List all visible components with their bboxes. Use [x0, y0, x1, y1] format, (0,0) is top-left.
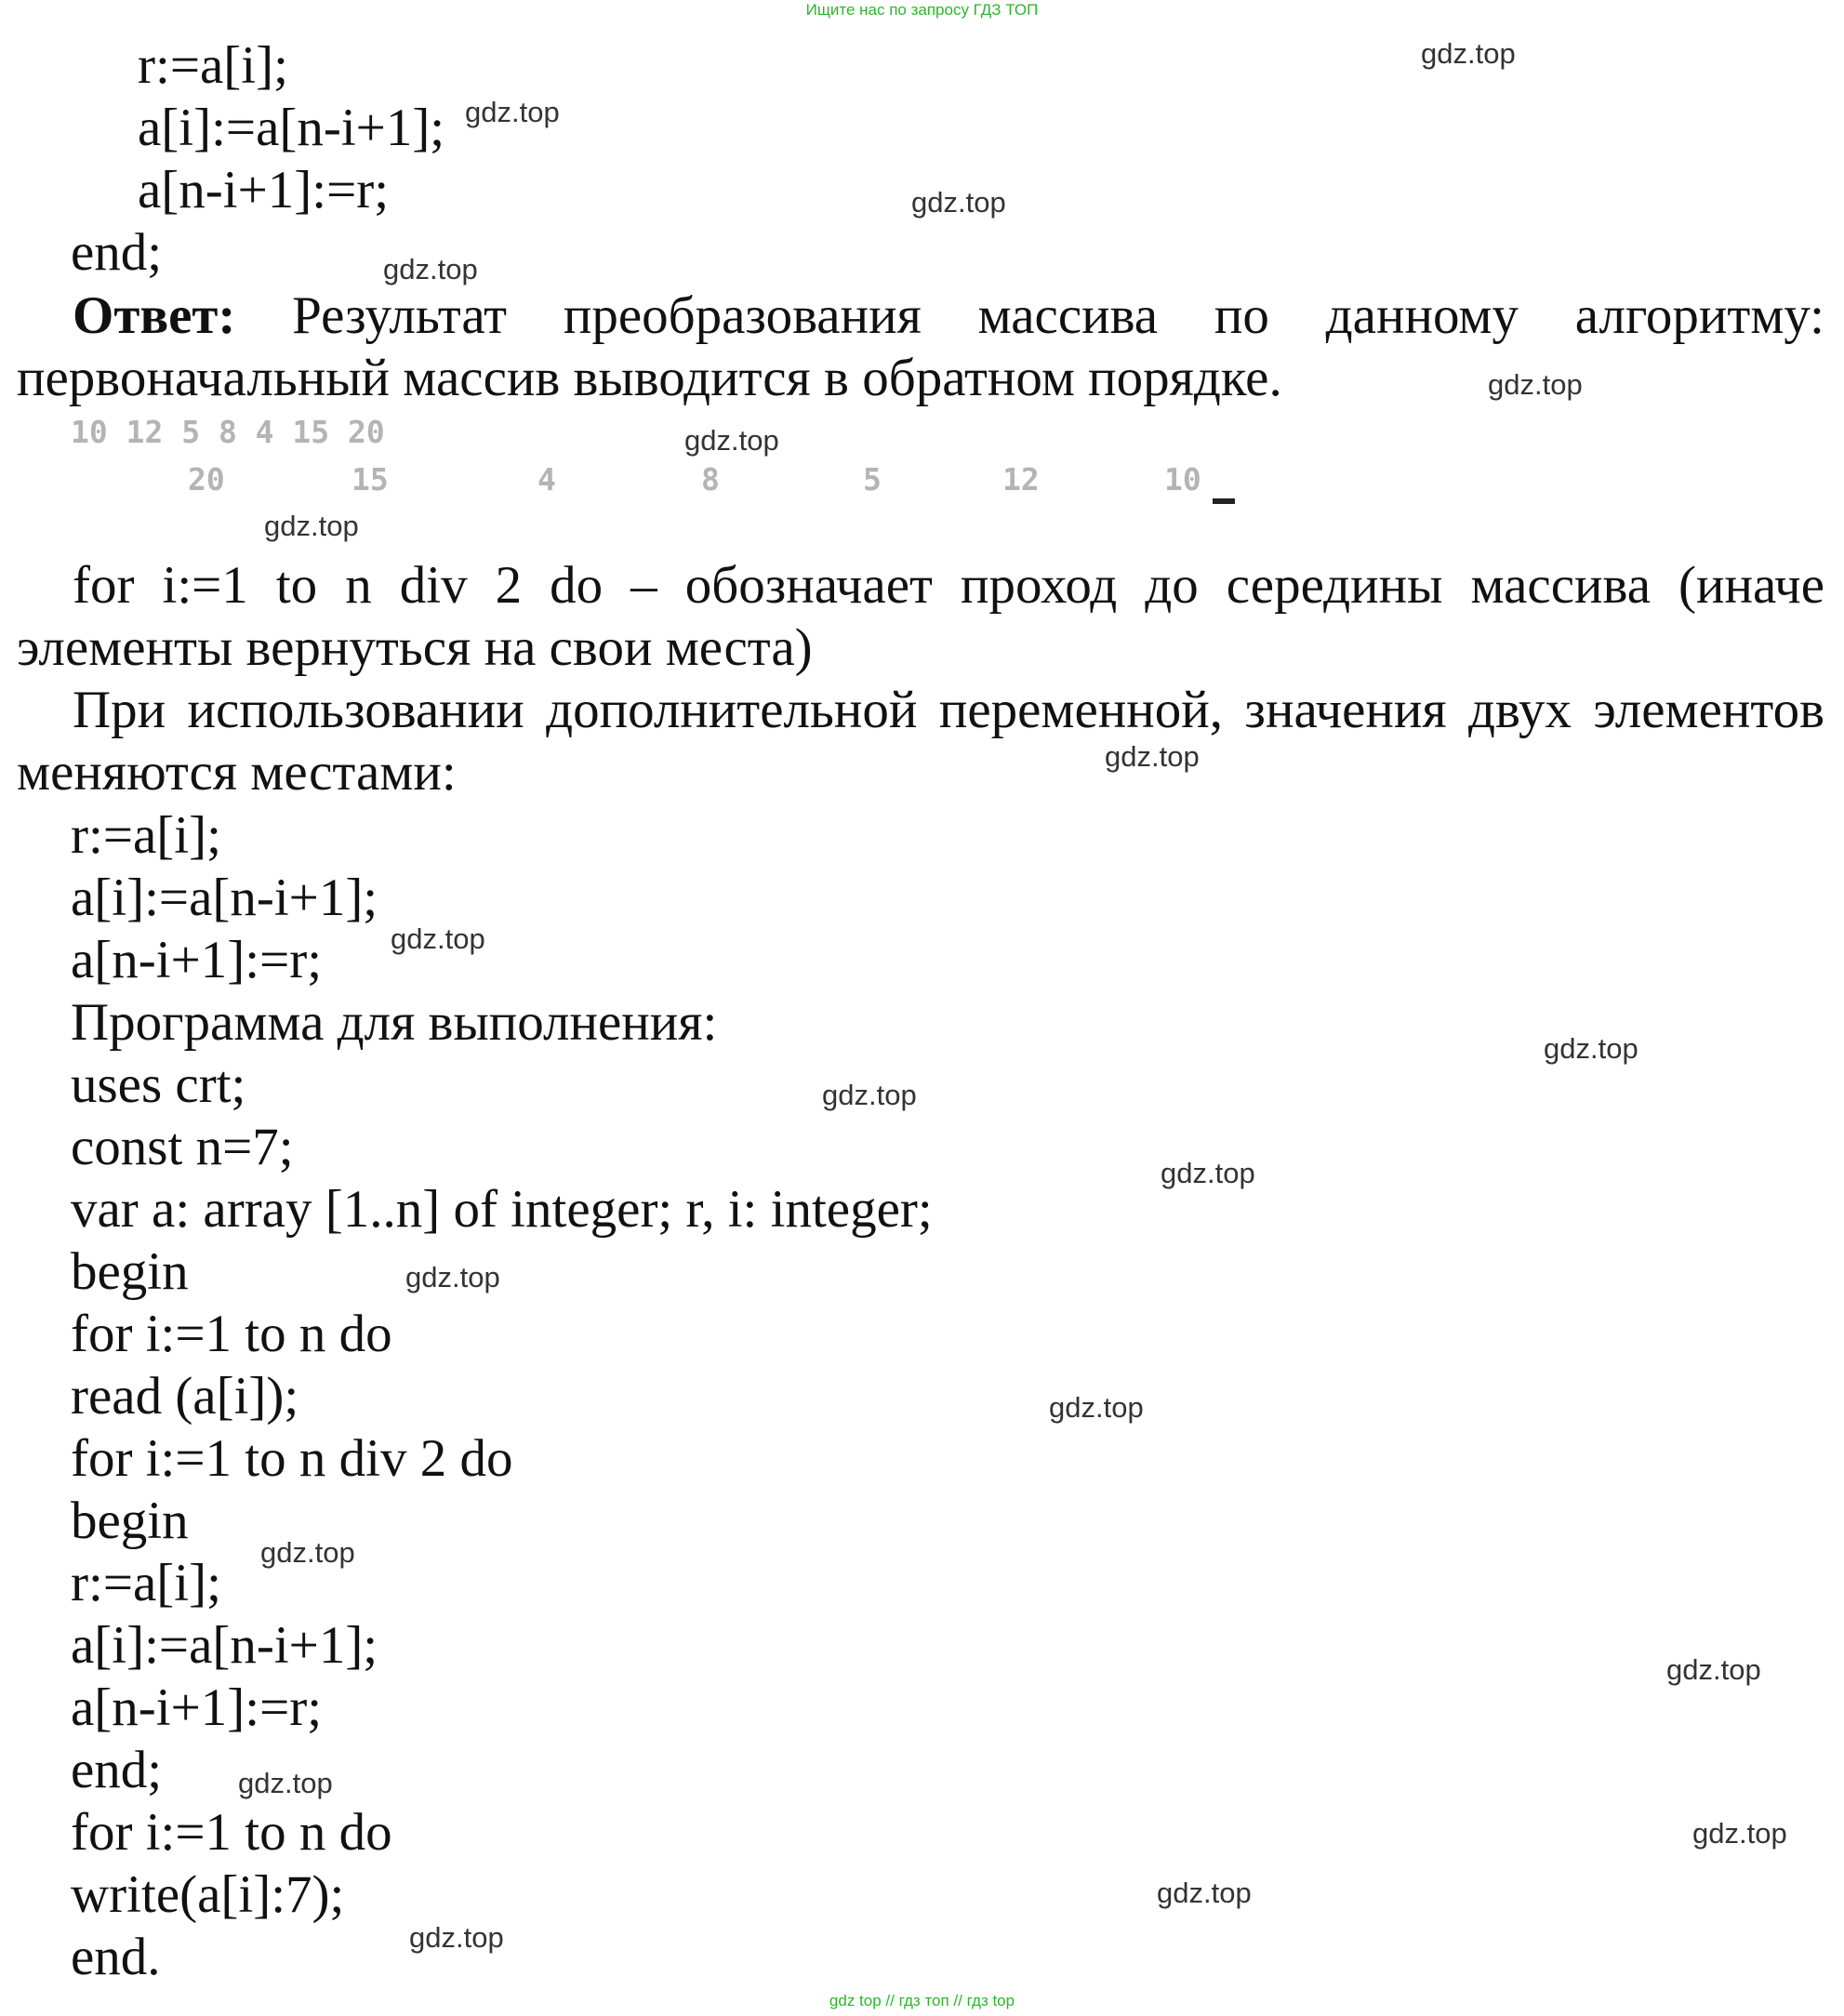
console-input-line: 10 12 5 8 4 15 20: [71, 414, 385, 450]
watermark: gdz.top: [405, 1261, 500, 1293]
program-line-12: end;: [71, 1741, 163, 1799]
console-output-value-1: 20: [188, 461, 225, 497]
answer-label: Ответ:: [73, 286, 236, 345]
top-banner[interactable]: Ищите нас по запросу ГДЗ ТОП: [805, 1, 1039, 19]
program-line-10: a[i]:=a[n-i+1];: [71, 1616, 378, 1675]
console-output-value-6: 12: [1002, 461, 1040, 497]
watermark: gdz.top: [1161, 1157, 1255, 1189]
watermark: gdz.top: [911, 186, 1006, 219]
program-line-9: r:=a[i];: [71, 1554, 221, 1612]
code-top-line-1: r:=a[i];: [138, 36, 288, 95]
bottom-banner[interactable]: gdz top // гдз топ // гдз top: [829, 1992, 1015, 2009]
console-output-value-7: 10: [1164, 461, 1201, 497]
program-heading: Программа для выполнения:: [71, 993, 718, 1052]
watermark: gdz.top: [1692, 1817, 1787, 1850]
watermark: gdz.top: [260, 1536, 355, 1569]
console-output-value-5: 5: [863, 461, 882, 497]
explanation-swap-text: При использовании дополнительной переменной, значения двух элементов меняются местами:: [17, 681, 1824, 802]
watermark: gdz.top: [465, 96, 560, 128]
program-line-14: write(a[i]:7);: [71, 1865, 345, 1924]
program-line-8: begin: [71, 1492, 189, 1550]
explanation-loop: [17, 554, 1824, 679]
watermark: gdz.top: [1666, 1653, 1761, 1686]
watermark: gdz.top: [1105, 740, 1200, 773]
watermark: gdz.top: [822, 1079, 917, 1111]
watermark: gdz.top: [684, 424, 779, 457]
program-line-6: read (a[i]);: [71, 1367, 299, 1426]
swap-code-line-3: a[n-i+1]:=r;: [71, 931, 323, 989]
console-output-value-3: 4: [537, 461, 556, 497]
program-line-11: a[n-i+1]:=r;: [71, 1678, 323, 1737]
program-line-15: end.: [71, 1928, 161, 1986]
program-line-1: uses crt;: [71, 1055, 246, 1114]
swap-code-line-1: r:=a[i];: [71, 806, 221, 865]
watermark: gdz.top: [264, 510, 359, 542]
swap-code-line-2: a[i]:=a[n-i+1];: [71, 869, 378, 927]
answer-text: Результат преобразования массива по данному алгоритму: первоначальный массив выводится в обратном порядке.: [17, 286, 1824, 407]
program-line-5: for i:=1 to n do: [71, 1305, 392, 1363]
watermark: gdz.top: [1157, 1877, 1252, 1909]
code-top-line-3: a[n-i+1]:=r;: [138, 161, 390, 219]
program-line-7: for i:=1 to n div 2 do: [71, 1429, 513, 1488]
console-output-value-2: 15: [352, 461, 389, 497]
watermark: gdz.top: [238, 1767, 333, 1799]
watermark: gdz.top: [1488, 368, 1583, 401]
explanation-loop-text: for i:=1 to n div 2 do – обозначает проход до середины массива (иначе элементы вернуться на свои места): [17, 556, 1824, 677]
console-cursor: [1213, 498, 1235, 504]
watermark: gdz.top: [1421, 37, 1516, 70]
program-line-3: var a: array [1..n] of integer; r, i: integer;: [71, 1180, 933, 1239]
console-output-value-4: 8: [701, 461, 720, 497]
watermark: gdz.top: [383, 253, 478, 285]
program-line-13: for i:=1 to n do: [71, 1803, 392, 1862]
watermark: gdz.top: [409, 1921, 504, 1954]
watermark: gdz.top: [1049, 1391, 1144, 1424]
explanation-swap: [17, 679, 1824, 803]
watermark: gdz.top: [391, 922, 485, 955]
watermark: gdz.top: [1544, 1032, 1638, 1065]
code-top-line-2: a[i]:=a[n-i+1];: [138, 99, 445, 157]
code-top-line-4: end;: [71, 223, 163, 282]
program-line-4: begin: [71, 1242, 189, 1301]
program-line-2: const n=7;: [71, 1118, 294, 1176]
